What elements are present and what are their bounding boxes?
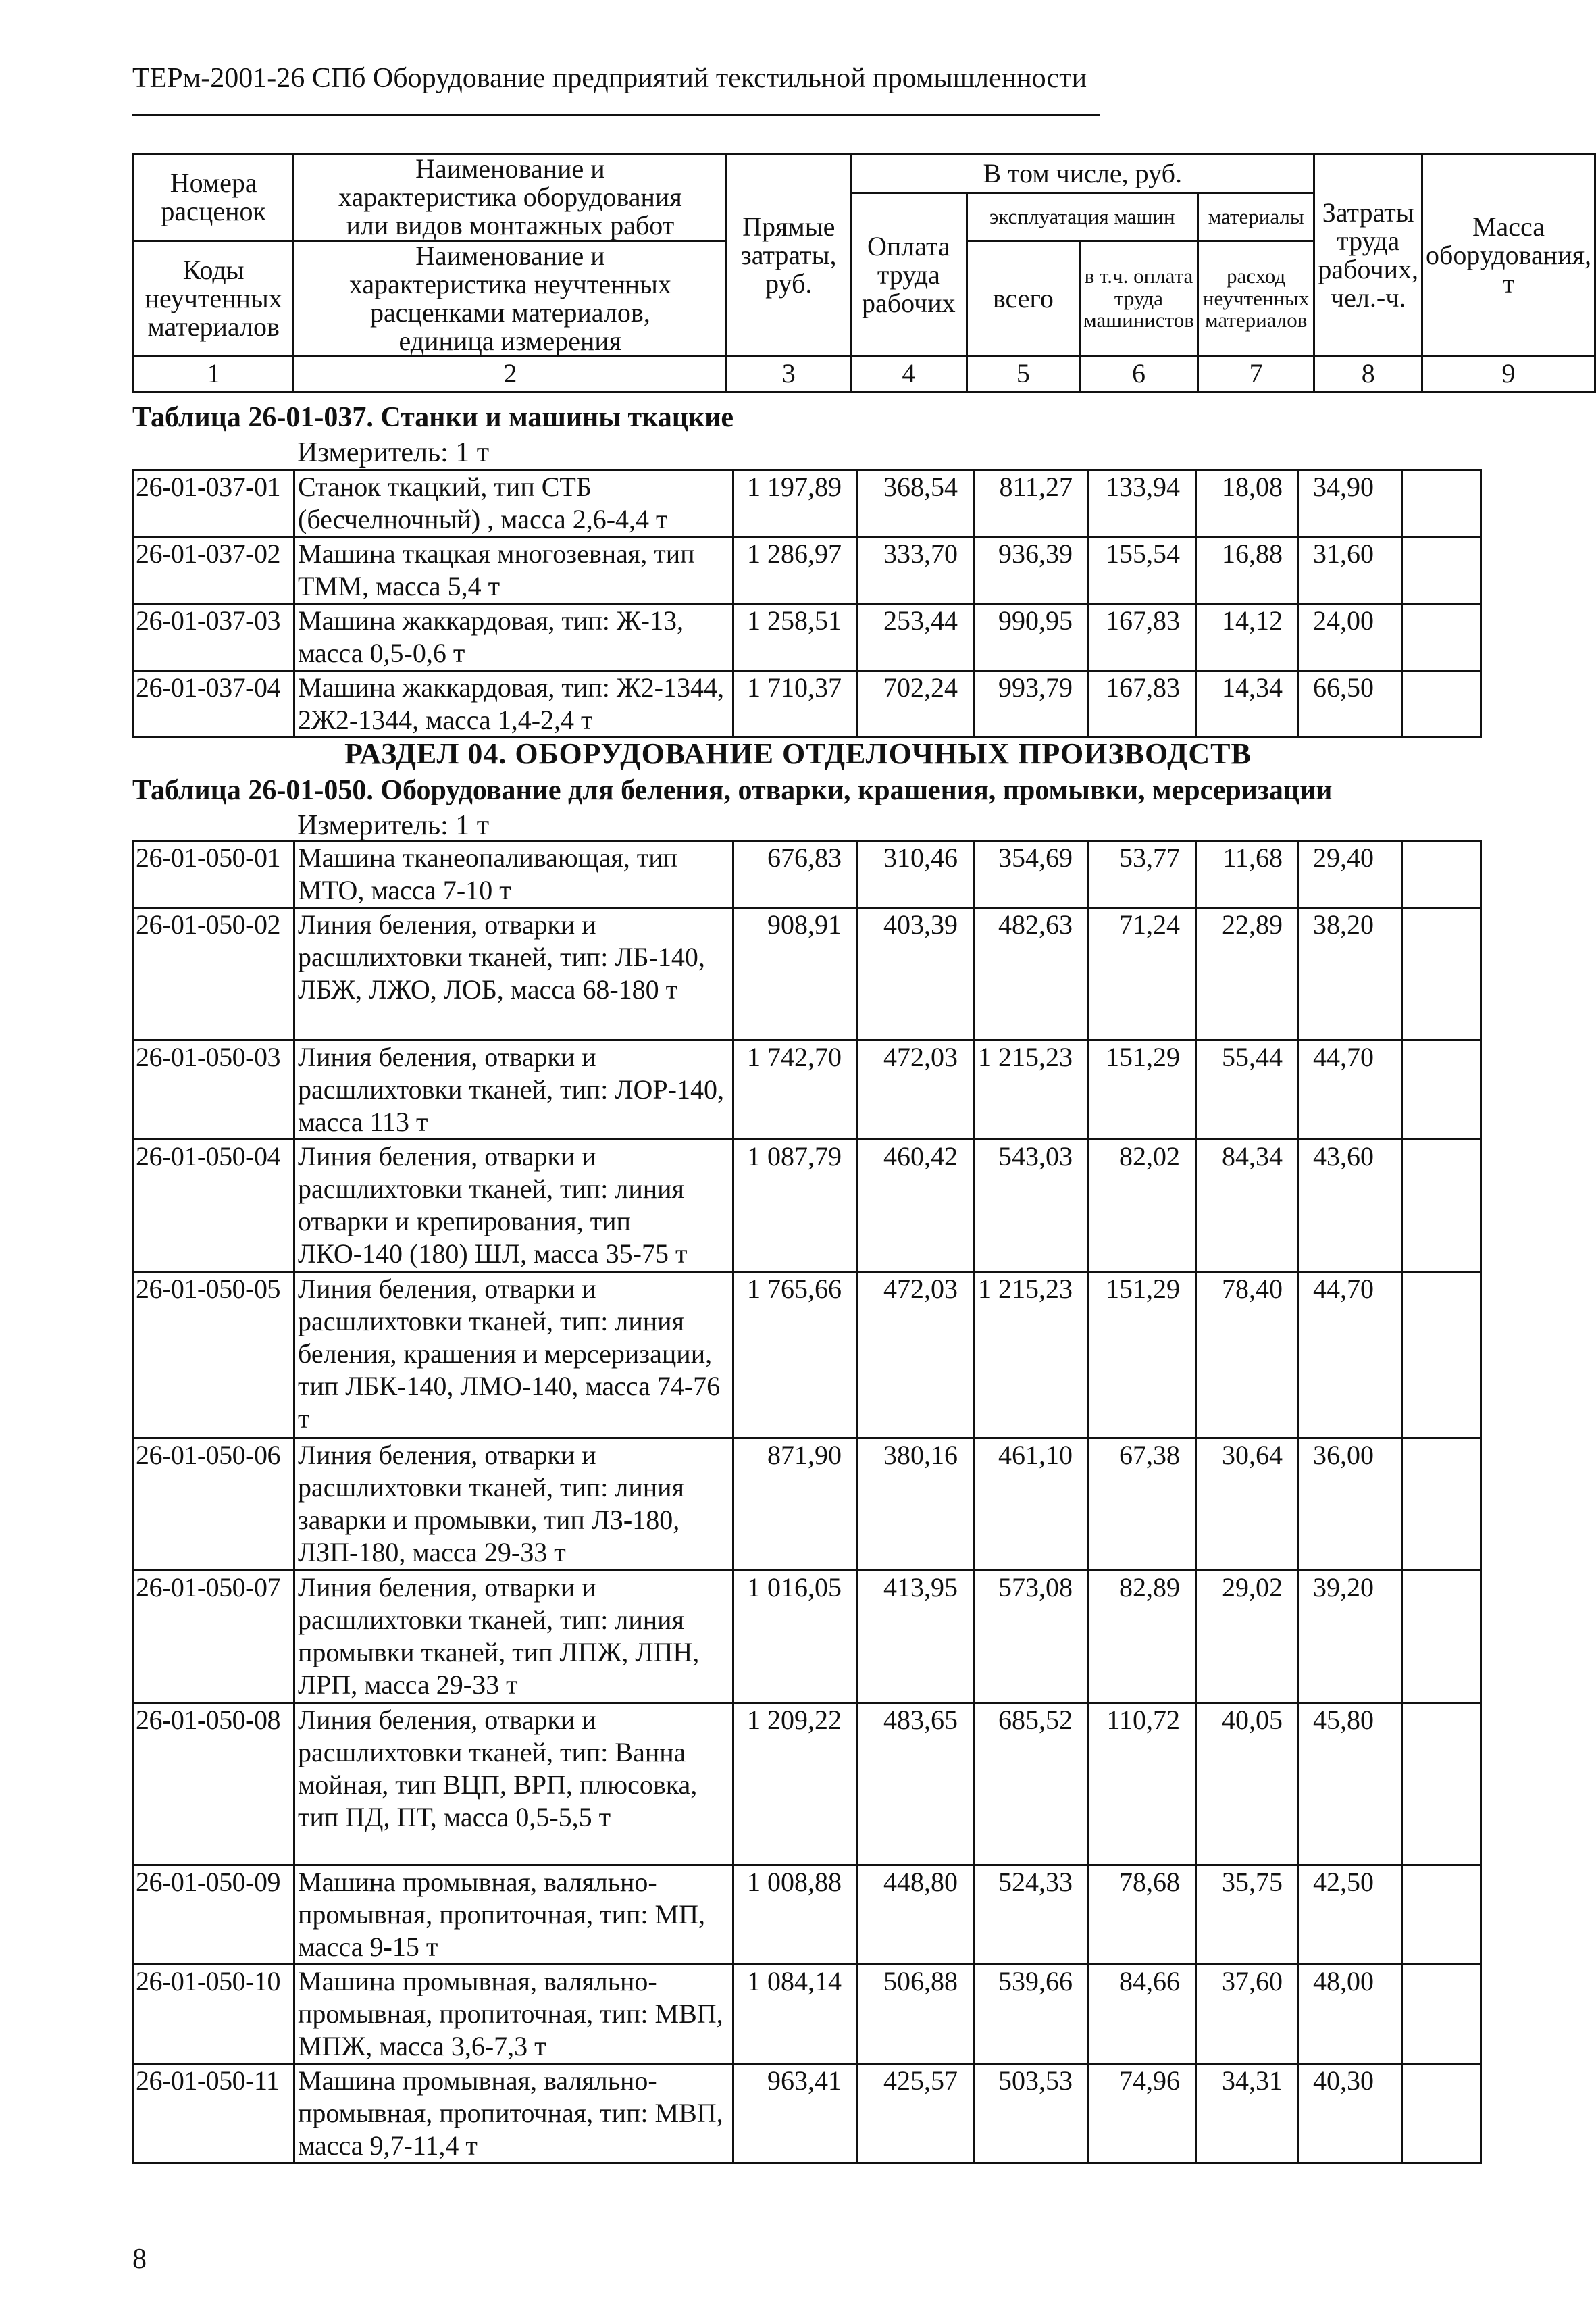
group-header: В том числе, руб.	[851, 154, 1314, 193]
page-header: ТЕРм-2001-26 СПб Оборудование предприятий текстильной промышленности	[132, 63, 1087, 94]
machines-group-header: эксплуатация машин	[967, 193, 1198, 241]
cell-code: 26-01-037-04	[134, 671, 294, 738]
cell-hours: 44,70	[1299, 1272, 1402, 1438]
cell-operators: 67,38	[1089, 1438, 1196, 1571]
cell-labor: 380,16	[858, 1438, 974, 1571]
cell-hours: 36,00	[1299, 1438, 1402, 1571]
cell-hours: 43,60	[1299, 1140, 1402, 1272]
cell-hours: 31,60	[1299, 537, 1402, 604]
cell-machines: 503,53	[974, 2064, 1089, 2163]
cell-machines: 573,08	[974, 1571, 1089, 1703]
cell-name: Машина промывная, валяльно-промывная, пропиточная, тип: МП, масса 9-15 т	[294, 1865, 733, 1965]
cell-materials: 34,31	[1196, 2064, 1299, 2163]
cell-labor: 702,24	[858, 671, 974, 738]
cell-mass	[1402, 1140, 1481, 1272]
table-row	[134, 1571, 1481, 1703]
cell-mass	[1402, 908, 1481, 1040]
cell-name: Машина ткацкая многозевная, тип ТММ, масса 5,4 т	[294, 537, 733, 604]
column-number: 8	[1314, 357, 1422, 393]
cell-operators: 82,02	[1089, 1140, 1196, 1272]
cell-labor: 460,42	[858, 1140, 974, 1272]
cell-operators: 151,29	[1089, 1272, 1196, 1438]
cell-operators: 74,96	[1089, 2064, 1196, 2163]
cell-machines: 543,03	[974, 1140, 1089, 1272]
table-row	[134, 470, 1481, 537]
cell-mass	[1402, 2064, 1481, 2163]
cell-operators: 53,77	[1089, 841, 1196, 908]
cell-mass	[1402, 1272, 1481, 1438]
cell-mass	[1402, 1965, 1481, 2064]
cell-direct: 1 197,89	[733, 470, 858, 537]
cell-hours: 42,50	[1299, 1865, 1402, 1965]
column-number: 5	[967, 357, 1079, 393]
cell-direct: 1 087,79	[733, 1140, 858, 1272]
table-row	[134, 1272, 1481, 1438]
cell-code: 26-01-050-01	[134, 841, 294, 908]
cell-hours: 66,50	[1299, 671, 1402, 738]
cell-materials: 78,40	[1196, 1272, 1299, 1438]
cell-name: Линия беления, отварки и расшлихтовки тканей, тип: линия заварки и промывки, тип ЛЗ-180, ЛЗП-180, масса 29-33 т	[294, 1438, 733, 1571]
table-row	[134, 1140, 1481, 1272]
table2-measure: Измеритель: 1 т	[297, 810, 490, 841]
cell-hours: 24,00	[1299, 604, 1402, 671]
cell-labor: 368,54	[858, 470, 974, 537]
section-heading: РАЗДЕЛ 04. ОБОРУДОВАНИЕ ОТДЕЛОЧНЫХ ПРОИЗВОДСТВ	[344, 737, 1252, 770]
cell-hours: 34,90	[1299, 470, 1402, 537]
cell-operators: 155,54	[1089, 537, 1196, 604]
cell-direct: 1 008,88	[733, 1865, 858, 1965]
cell-machines: 461,10	[974, 1438, 1089, 1571]
col5-header: всего	[967, 241, 1079, 357]
cell-hours: 45,80	[1299, 1703, 1402, 1865]
cell-labor: 310,46	[858, 841, 974, 908]
cell-labor: 472,03	[858, 1272, 974, 1438]
cell-name: Линия беления, отварки и расшлихтовки тканей, тип: линия промывки тканей, тип ЛПЖ, ЛПН, ЛРП, масса 29-33 т	[294, 1571, 733, 1703]
cell-direct: 1 016,05	[733, 1571, 858, 1703]
table-row	[134, 2064, 1481, 2163]
cell-direct: 1 710,37	[733, 671, 858, 738]
col1-top-header: Номера расценок	[134, 154, 294, 241]
cell-mass	[1402, 1703, 1481, 1865]
cell-materials: 84,34	[1196, 1140, 1299, 1272]
cell-labor: 472,03	[858, 1040, 974, 1140]
cell-direct: 1 742,70	[733, 1040, 858, 1140]
cell-materials: 55,44	[1196, 1040, 1299, 1140]
cell-name: Машина промывная, валяльно-промывная, пропиточная, тип: МВП, МПЖ, масса 3,6-7,3 т	[294, 1965, 733, 2064]
cell-direct: 963,41	[733, 2064, 858, 2163]
column-number: 6	[1080, 357, 1198, 393]
cell-materials: 30,64	[1196, 1438, 1299, 1571]
cell-direct: 1 084,14	[733, 1965, 858, 2064]
col1-bottom-header: Коды неучтенных материалов	[134, 241, 294, 357]
cell-machines: 539,66	[974, 1965, 1089, 2064]
cell-labor: 403,39	[858, 908, 974, 1040]
column-number: 9	[1422, 357, 1595, 393]
materials-group-header: материалы	[1198, 193, 1314, 241]
cell-labor: 253,44	[858, 604, 974, 671]
col7-header: расход неучтенных материалов	[1198, 241, 1314, 357]
cell-name: Машина жаккардовая, тип: Ж-13, масса 0,5-0,6 т	[294, 604, 733, 671]
cell-hours: 29,40	[1299, 841, 1402, 908]
cell-code: 26-01-050-02	[134, 908, 294, 1040]
cell-machines: 482,63	[974, 908, 1089, 1040]
cell-name: Машина жаккардовая, тип: Ж2-1344, 2Ж2-1344, масса 1,4-2,4 т	[294, 671, 733, 738]
cell-operators: 71,24	[1089, 908, 1196, 1040]
cell-code: 26-01-050-07	[134, 1571, 294, 1703]
cell-mass	[1402, 841, 1481, 908]
table-row	[134, 537, 1481, 604]
column-number: 4	[851, 357, 967, 393]
cell-mass	[1402, 537, 1481, 604]
cell-hours: 39,20	[1299, 1571, 1402, 1703]
table-row	[134, 1438, 1481, 1571]
column-number: 7	[1198, 357, 1314, 393]
cell-name: Машина тканеопаливающая, тип МТО, масса 7-10 т	[294, 841, 733, 908]
cell-name: Машина промывная, валяльно-промывная, пропиточная, тип: МВП, масса 9,7-11,4 т	[294, 2064, 733, 2163]
cell-materials: 29,02	[1196, 1571, 1299, 1703]
cell-machines: 1 215,23	[974, 1040, 1089, 1140]
cell-hours: 38,20	[1299, 908, 1402, 1040]
cell-materials: 40,05	[1196, 1703, 1299, 1865]
cell-code: 26-01-050-10	[134, 1965, 294, 2064]
header-rule	[132, 114, 1100, 116]
cell-mass	[1402, 1438, 1481, 1571]
column-number: 1	[134, 357, 294, 393]
cell-direct: 1 765,66	[733, 1272, 858, 1438]
table-row	[134, 1965, 1481, 2064]
cell-machines: 354,69	[974, 841, 1089, 908]
cell-materials: 11,68	[1196, 841, 1299, 908]
cell-materials: 16,88	[1196, 537, 1299, 604]
cell-operators: 110,72	[1089, 1703, 1196, 1865]
cell-mass	[1402, 604, 1481, 671]
col6-header: в т.ч. оплата труда машинистов	[1080, 241, 1198, 357]
cell-direct: 1 286,97	[733, 537, 858, 604]
column-number: 3	[727, 357, 851, 393]
cell-code: 26-01-050-08	[134, 1703, 294, 1865]
table1-caption: Таблица 26-01-037. Станки и машины ткацкие	[132, 402, 733, 433]
table-row	[134, 1865, 1481, 1965]
cell-code: 26-01-050-03	[134, 1040, 294, 1140]
cell-name: Линия беления, отварки и расшлихтовки тканей, тип: ЛБ-140, ЛБЖ, ЛЖО, ЛОБ, масса 68-180 т	[294, 908, 733, 1040]
cell-code: 26-01-050-05	[134, 1272, 294, 1438]
cell-code: 26-01-050-09	[134, 1865, 294, 1965]
cell-code: 26-01-050-06	[134, 1438, 294, 1571]
cell-materials: 35,75	[1196, 1865, 1299, 1965]
cell-hours: 44,70	[1299, 1040, 1402, 1140]
cell-mass	[1402, 1571, 1481, 1703]
cell-direct: 1 258,51	[733, 604, 858, 671]
col8-header: Затраты труда рабочих, чел.-ч.	[1314, 154, 1422, 357]
cell-operators: 84,66	[1089, 1965, 1196, 2064]
cell-code: 26-01-050-04	[134, 1140, 294, 1272]
cell-name: Линия беления, отварки и расшлихтовки тканей, тип: линия беления, крашения и мерсеризации, тип ЛБК-140, ЛМО-140, масса 74-76 т	[294, 1272, 733, 1438]
table2-caption: Таблица 26-01-050. Оборудование для беления, отварки, крашения, промывки, мерсеризации	[132, 775, 1333, 806]
cell-materials: 18,08	[1196, 470, 1299, 537]
cell-machines: 811,27	[974, 470, 1089, 537]
cell-machines: 936,39	[974, 537, 1089, 604]
cell-code: 26-01-050-11	[134, 2064, 294, 2163]
column-number: 2	[294, 357, 727, 393]
cell-machines: 990,95	[974, 604, 1089, 671]
cell-name: Линия беления, отварки и расшлихтовки тканей, тип: ЛОР-140, масса 113 т	[294, 1040, 733, 1140]
table-row	[134, 604, 1481, 671]
cell-labor: 448,80	[858, 1865, 974, 1965]
cell-machines: 685,52	[974, 1703, 1089, 1865]
col2-bottom-header: Наименование и характеристика неучтенных расценками материалов, единица измерения	[294, 241, 727, 357]
col2-top-header: Наименование и характеристика оборудования или видов монтажных работ	[294, 154, 727, 241]
table1-body	[132, 469, 1482, 738]
cell-name: Линия беления, отварки и расшлихтовки тканей, тип: Ванна мойная, тип ВЦП, ВРП, плюсовка, тип ПД, ПТ, масса 0,5-5,5 т	[294, 1703, 733, 1865]
col4-header: Оплата труда рабочих	[851, 193, 967, 357]
col9-header: Масса оборудования, т	[1422, 154, 1595, 357]
cell-direct: 871,90	[733, 1438, 858, 1571]
cell-direct: 1 209,22	[733, 1703, 858, 1865]
cell-direct: 908,91	[733, 908, 858, 1040]
cell-hours: 48,00	[1299, 1965, 1402, 2064]
table-row	[134, 1040, 1481, 1140]
cell-code: 26-01-037-03	[134, 604, 294, 671]
cell-operators: 167,83	[1089, 671, 1196, 738]
table-row	[134, 908, 1481, 1040]
cell-mass	[1402, 1865, 1481, 1965]
cell-operators: 151,29	[1089, 1040, 1196, 1140]
column-header-table	[132, 153, 1596, 393]
table2-body	[132, 840, 1482, 2164]
cell-hours: 40,30	[1299, 2064, 1402, 2163]
cell-labor: 506,88	[858, 1965, 974, 2064]
cell-machines: 1 215,23	[974, 1272, 1089, 1438]
cell-operators: 133,94	[1089, 470, 1196, 537]
table-row	[134, 1703, 1481, 1865]
cell-operators: 82,89	[1089, 1571, 1196, 1703]
col3-header: Прямые затраты, руб.	[727, 154, 851, 357]
cell-mass	[1402, 1040, 1481, 1140]
cell-code: 26-01-037-02	[134, 537, 294, 604]
cell-machines: 993,79	[974, 671, 1089, 738]
cell-name: Линия беления, отварки и расшлихтовки тканей, тип: линия отварки и крепирования, тип ЛКО-140 (180) ШЛ, масса 35-75 т	[294, 1140, 733, 1272]
cell-labor: 333,70	[858, 537, 974, 604]
table1-measure: Измеритель: 1 т	[297, 437, 490, 468]
cell-name: Станок ткацкий, тип СТБ (бесчелночный) , масса 2,6-4,4 т	[294, 470, 733, 537]
cell-mass	[1402, 671, 1481, 738]
cell-operators: 78,68	[1089, 1865, 1196, 1965]
table-row	[134, 841, 1481, 908]
cell-materials: 14,34	[1196, 671, 1299, 738]
cell-labor: 483,65	[858, 1703, 974, 1865]
page-number: 8	[132, 2244, 147, 2275]
cell-materials: 22,89	[1196, 908, 1299, 1040]
cell-machines: 524,33	[974, 1865, 1089, 1965]
cell-labor: 425,57	[858, 2064, 974, 2163]
cell-code: 26-01-037-01	[134, 470, 294, 537]
table-row	[134, 671, 1481, 738]
cell-materials: 37,60	[1196, 1965, 1299, 2064]
cell-materials: 14,12	[1196, 604, 1299, 671]
cell-direct: 676,83	[733, 841, 858, 908]
cell-operators: 167,83	[1089, 604, 1196, 671]
cell-labor: 413,95	[858, 1571, 974, 1703]
cell-mass	[1402, 470, 1481, 537]
